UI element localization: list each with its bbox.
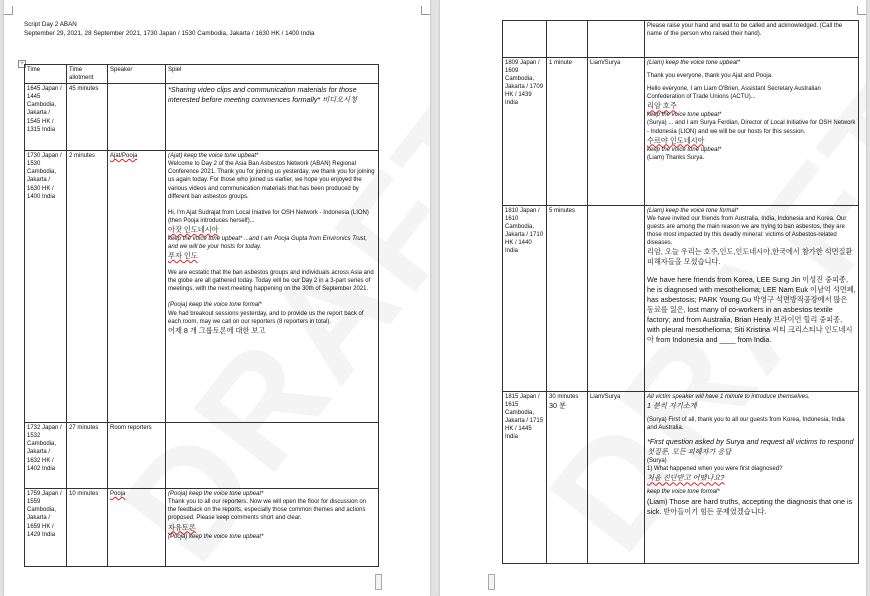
spiel-text: (Surya) First of all, thank you to all our guests from Korea, Indonesia, India and Australia.	[647, 417, 845, 432]
spiel-text: Thank you everyone, thank you Ajat and Pooja.	[647, 73, 773, 80]
tone-cue: (Liam) keep the voice tone formal*	[647, 208, 739, 214]
spiel-cell[interactable]	[645, 206, 859, 392]
spiel-text: All victim speaker will have 1 minute to introduce themselves.	[647, 394, 810, 400]
script-table-continued	[502, 20, 859, 564]
spiel-cell[interactable]	[166, 423, 379, 489]
table-row	[503, 21, 859, 58]
allotment-cell[interactable]: 2 minutes	[67, 151, 108, 423]
allotment-cell[interactable]	[547, 21, 588, 58]
speaker-name: Pooja	[110, 491, 126, 498]
time-cell[interactable]: 1730 Japan / 1530 Cambodia, Jakarta / 1630 HK / 1400 India	[25, 151, 67, 423]
victims-introduction: We have here friends from Korea, LEE Sung Jin 이성진 중피종, he is diagnosed with mesothelioma; LEE Nam Euk 이남억 석면폐, has asbestosis; PARK Young Gu 박영구 석면방직공장에서 많은 동료를 잃은, lost many of co-workers in an asbestos textile factory; and from Australia, Brian Healy 브라이언 힐리 중피종, with pleural mesothelioma; Siti Kristina 씨티 크리스티나 인도네시아 from Indonesia and ____ from India.	[647, 275, 856, 345]
speaker-name: Ajat/Pooja	[110, 153, 138, 160]
crop-mark	[857, 6, 866, 15]
time-cell[interactable]: 1759 Japan / 1559 Cambodia, Jakarta / 1659 HK / 1429 India	[25, 489, 67, 567]
table-row	[503, 206, 859, 392]
allotment-cell[interactable]: 1 minute	[547, 58, 588, 206]
script-title: Script Day 2 ABAN	[24, 21, 77, 28]
spiel-text: We had breakout sessions yesterday, and to provide us the report back of each room, may we call on our reporters (8 reporters in total).	[168, 310, 364, 325]
crop-mark	[421, 6, 430, 15]
spiel-text: Hi, I'm Ajat Sudrajat from Local Iniative for OSH Network - Indonesia (LION) (then Pooja introduces herself)...	[168, 209, 369, 224]
table-row	[503, 58, 859, 206]
tone-cue: keep the voice tone upbeat*	[647, 112, 722, 119]
korean-translation: 1 분씩 자기소개	[647, 401, 697, 411]
page-scroll-marker[interactable]	[375, 574, 382, 590]
time-cell[interactable]: 1809 Japan / 1609 Cambodia, Jakarta / 1709 HK / 1439 India	[503, 58, 547, 206]
column-header-time: Time	[25, 65, 67, 84]
document-page-left	[4, 0, 430, 596]
speaker-cell[interactable]	[108, 489, 166, 567]
spiel-cell[interactable]	[166, 489, 379, 567]
allotment-cell[interactable]: 10 minutes	[67, 489, 108, 567]
document-page-right	[440, 0, 866, 596]
time-cell[interactable]: 1810 Japan / 1610 Cambodia, Jakarta / 1710 HK / 1440 India	[503, 206, 547, 392]
speaker-cell[interactable]: Liam/Surya	[588, 392, 645, 564]
tone-cue: (Pooja) keep the voice tone upbeat*	[168, 533, 264, 540]
speaker-cell[interactable]: Liam/Surya	[588, 58, 645, 206]
korean-translation: 푸자 인도	[168, 251, 198, 261]
korean-translation: 수르야 인도네시아	[647, 135, 705, 145]
spiel-text: (Surya)	[647, 458, 667, 465]
spiel-text: Hello everyone, I am Liam O'Brien, Assistant Secretary Australian Confederation of Trade Unions (ACTU)...	[647, 86, 821, 101]
spiel-text: *Sharing video clips and communication materials for those interested before meeting commences formally* 비디오시청	[168, 85, 357, 105]
spiel-cell[interactable]	[645, 392, 859, 564]
spiel-cell[interactable]	[645, 58, 859, 206]
korean-translation: 처음 진단받고 어땠나요?	[647, 473, 725, 483]
speaker-cell[interactable]	[588, 21, 645, 58]
page-scroll-marker[interactable]	[488, 574, 495, 590]
korean-translation: 리암, 오늘 우리는 호주,인도,인도네시아,한국에서 참가한 석면질환피해자들을 모셨습니다.	[647, 247, 853, 267]
korean-translation: 어제 8 개 그룹토론에 대한 보고	[168, 325, 266, 335]
spiel-cell[interactable]	[166, 151, 379, 423]
allotment-cell[interactable]: 27 minutes	[67, 423, 108, 489]
spiel-text: Thank you to all our reporters. Now we will open the floor for discussion on the feedback on the reports, especially those common themes and actions proposed. Please keep comments short and clear.	[168, 499, 367, 522]
column-header-time-allotment: Time allotment	[67, 65, 108, 84]
spiel-text: 1) What happened when you were first diagnosed?	[647, 466, 783, 473]
table-row	[25, 151, 379, 423]
korean-translation: 30 분	[549, 401, 566, 411]
tone-cue: keep the voice tone upbeat*	[647, 146, 722, 153]
spiel-text: We are ecstatic that the ban asbestos groups and individuals across Asia and the globe are all gathered today. Today will be our Day 2 in a 3-part series of meetings, with the next meeting happening on the 30th of September 2021.	[168, 270, 374, 293]
table-row	[25, 489, 379, 567]
tone-cue: (Ajat) keep the voice tone upbeat*	[168, 153, 259, 160]
spiel-text: keep the voice tone upbeat* ...and I am Pooja Gupta from Environics Trust, and we will be your hosts for today.	[168, 235, 367, 251]
korean-translation: 리암 호주	[647, 101, 677, 111]
speaker-cell[interactable]	[108, 151, 166, 423]
tone-cue: keep the voice tone formal*	[647, 489, 720, 496]
allotment-cell[interactable]: 45 minutes	[67, 84, 108, 151]
allotment-cell[interactable]	[547, 392, 588, 564]
question-instruction: *First question asked by Surya and request all victims to respond 첫질문, 모든 피해자가 응답	[647, 437, 854, 457]
spiel-text: Welcome to Day 2 of the Asia Ban Asbestos Network (ABAN) Regional Conference 2021. Thank you for joining us yesterday, we thank you for joining us again today. For those who joined us earlier, we hope you enjoyed the various videos and communication materials that has been produced by different ban asbestos groups.	[168, 161, 375, 200]
spiel-text: (Liam) Thanks Surya.	[647, 154, 705, 161]
column-header-speaker: Speaker	[108, 65, 166, 84]
korean-translation: 아잣 인도네시아	[168, 224, 219, 234]
spiel-text: Please raise your hand and wait to be called and acknowledged. (Call the name of the person who raised their hand).	[647, 23, 843, 38]
script-table	[24, 64, 379, 567]
table-move-handle-icon[interactable]: +	[18, 60, 26, 68]
spiel-text: We have invited our friends from Australia, India, Indonesia and Korea. Our guests are among the main reason we are trying to ban asbestos, they are those most impacted by this deadly mineral: victims of Asbestos-related diseases.	[647, 216, 847, 247]
crop-mark	[4, 6, 13, 15]
table-header-row	[25, 65, 379, 84]
time-cell[interactable]: 1645 Japan / 1445 Cambodia, Jakarta / 1545 HK / 1315 India	[25, 84, 67, 151]
script-header	[24, 21, 315, 38]
speaker-cell[interactable]	[588, 206, 645, 392]
table-row	[503, 392, 859, 564]
column-header-spiel: Spiel	[166, 65, 379, 84]
korean-translation: 자유토론	[168, 522, 196, 532]
time-cell[interactable]	[503, 21, 547, 58]
spiel-text: (Surya) ... and I am Surya Ferdian, Director of Local Initiative for OSH Network - Indonesia (LION) and we will be our hosts for this session.	[647, 120, 856, 135]
speaker-cell[interactable]: Room reporters	[108, 423, 166, 489]
tone-cue: (Pooja) keep the voice tone upbeat*	[168, 491, 264, 498]
time-cell[interactable]: 1815 Japan / 1615 Cambodia, Jakarta / 1715 HK / 1445 India	[503, 392, 547, 564]
tone-cue: (Liam) keep the voice tone upbeat*	[647, 60, 741, 66]
allotment-text: 30 minutes	[549, 394, 579, 400]
allotment-cell[interactable]: 5 minutes	[547, 206, 588, 392]
table-row	[25, 84, 379, 151]
speaker-cell[interactable]	[108, 84, 166, 151]
closing-line: (Liam) Those are hard truths, accepting the diagnosis that one is sick. 받아들이기 힘든 문제였겠습니다.	[647, 496, 853, 516]
spiel-cell[interactable]	[166, 84, 379, 151]
script-dates: September 29, 2021, 28 September 2021, 1730 Japan / 1530 Cambodia, Jakarta / 1630 HK / 1400 India	[24, 29, 315, 37]
table-row	[25, 423, 379, 489]
spiel-cell[interactable]	[645, 21, 859, 58]
time-cell[interactable]: 1732 Japan / 1532 Cambodia, Jakarta / 1632 HK / 1402 India	[25, 423, 67, 489]
tone-cue: (Pooja) keep the voice tone formal*	[168, 302, 262, 309]
